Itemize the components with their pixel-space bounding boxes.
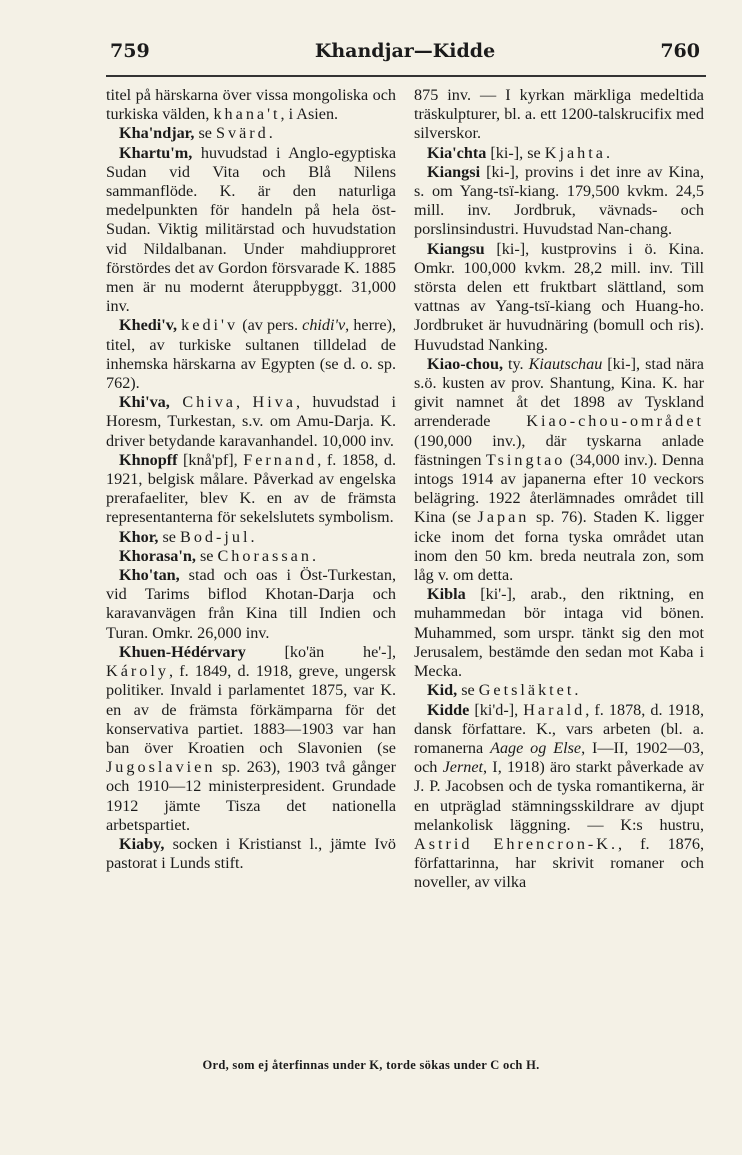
headword: Kiaby, <box>119 834 165 853</box>
entry-kid: Kid, se Getsläktet. <box>427 681 579 700</box>
entry-khuen-hedervary: Khuen-Hédérvary [ko'än he'-], Károly, f. 1849, d. 1918, greve, ungersk politiker. Invald i parlamentet 1875, var K. en av de främsta förkämparna för det konservativa partiet. 1883—1903 var han ban över Kroatien och Slavonien (se Jugoslavien sp. 263), 1903 två gånger och 1910—12 ministerpresident. Grundade 1912 jämte Tisza det nationella arbetspartiet. <box>106 642 396 834</box>
headword: Kidde <box>427 700 470 719</box>
footer-note: Ord, som ej återfinnas under K, torde sökas under C och H. <box>202 1058 540 1072</box>
entry-khotan: Kho'tan, stad och oas i Öst-Turkestan, vid Tarims biflod Khotan-Darja och karavanvägen från Kina till Indien och Turan. Omkr. 26,000 inv. <box>106 566 396 642</box>
entry-khartum: Khartu'm, huvudstad i Anglo-egyptiska Sudan vid Vita och Blå Nilens sammanflöde. K. är den naturliga medelpunkten för handeln på hela öst-Sudan. Viktig militärstad och huvudstation vid Nildalbanan. Under mahdiupproret förstördes det av Gordon försvarade K. 1885 men är nu modernt återuppbyggt. 31,000 inv. <box>106 143 396 316</box>
headword: Kiao-chou, <box>427 354 503 373</box>
headword: Khuen-Hédérvary <box>119 642 246 661</box>
page-number-left: 759 <box>110 40 150 62</box>
headword: Kiangsu <box>427 239 485 258</box>
entry-khiva: Khi'va, Chiva, Hiva, huvudstad i Horesm, Turkestan, s.v. om Amu-Darja. K. driver betydande karavanhandel. 10,000 inv. <box>106 393 397 450</box>
entry-kiangsu: Kiangsu [ki-], kustprovins i ö. Kina. Omkr. 100,000 kvkm. 28,2 mill. inv. Till största delen ett fruktbart slättland, som vattnas av Yang-tsï-kiang och Huang-ho. Jordbruket är huvudnäring (bomull och ris). Huvudstad Nanking. <box>414 239 704 354</box>
entry-kiaby: Kiaby, socken i Kristianst l., jämte Ivö pastorat i Lunds stift. <box>106 834 396 873</box>
right-column <box>414 86 704 893</box>
left-column <box>106 86 396 873</box>
headword: Khor, <box>119 527 159 546</box>
headword: Kha'ndjar, <box>119 124 195 143</box>
entry-continuation: 875 inv. — I kyrkan märkliga medeltida träskulpturer, bl. a. ett 1200-talskrucifix med silverskor. <box>414 86 704 143</box>
entry-kidde: Kidde [ki'd-], Harald, f. 1878, d. 1918, dansk författare. K., vars arbeten (bl. a. romanerna Aage og Else, I—II, 1902—03, och Jernet, I, 1918) äro starkt påverkade av J. P. Jacobsen och de tyska romantikerna, är en utpräglad stämningsskildrare av djupt melankolisk läggning. — K:s hustru, Astrid Ehrencron-K., f. 1876, författarinna, har skrivit romaner och noveller, av vilka <box>414 700 705 892</box>
headword: Khartu'm, <box>119 143 193 162</box>
running-title: Khandjar—Kidde <box>314 40 496 62</box>
entry-continuation: titel på härskarna över vissa mongoliska och turkiska välden, khana't, i Asien. <box>106 86 396 124</box>
headword: Kia'chta <box>427 143 487 162</box>
entry-kiachta: Kia'chta [ki-], se Kjahta. <box>427 143 610 162</box>
headword: Kid, <box>427 681 458 700</box>
page-header <box>110 40 700 70</box>
page-number-right: 760 <box>660 40 700 62</box>
headword: Kibla <box>427 585 466 604</box>
entry-khorasan: Khorasa'n, se Chorassan. <box>119 546 316 565</box>
entry-kibla: Kibla [ki'-], arab., den riktning, en muhammedan bör intaga vid bönen. Muhammed, som urspr. tänkt sig den mot Jerusalem, bestämde den sedan mot Kaba i Mecka. <box>414 585 704 681</box>
entry-kiangsi: Kiangsi [ki-], provins i det inre av Kina, s. om Yang-tsï-kiang. 179,500 kvkm. 24,5 mill. inv. Jordbruk, vävnads- och porslinsindustri. Huvudstad Nan-chang. <box>414 162 704 239</box>
entry-khor: Khor, se Bod-jul. <box>119 527 255 546</box>
entry-khediv: Khedi'v, kedi'v (av pers. chidi'v, herre), titel, av turkiske sultanen tilldelad de inhemska härskarna av Egypten (se d. o. sp. 762). <box>106 316 397 393</box>
headword: Khnopff <box>119 450 178 469</box>
headword: Kiangsi <box>427 162 481 181</box>
headword: Khorasa'n, <box>119 546 196 565</box>
headword: Khi'va, <box>119 393 170 412</box>
entry-khandjar: Kha'ndjar, se Svärd. <box>119 124 273 143</box>
entry-kiao-chou: Kiao-chou, ty. Kiautschau [ki-], stad nära s.ö. kusten av prov. Shantung, Kina. K. har givit namnet åt det 1898 av Tyskland arrenderade Kiao-chou-området (190,000 inv.), där tyskarna anlade fästningen Tsingtao (34,000 inv.). Denna intogs 1914 av japanerna efter 10 veckors belägring. 1922 återlämnades området till Kina (se Japan sp. 76). Staden K. ligger icke inom det forna tyska området utan inom den 50 km. breda neutrala zon, som låg v. om detta. <box>414 354 705 585</box>
entry-khnopff: Khnopff [knå'pf], Fernand, f. 1858, d. 1921, belgisk målare. Påverkad av engelska prerafaeliter, blev K. en av de främsta representanterna för sekelslutets symbolism. <box>106 450 396 527</box>
headword: Kho'tan, <box>119 566 180 585</box>
headword: Khedi'v, <box>119 316 178 335</box>
header-rule <box>106 75 706 77</box>
